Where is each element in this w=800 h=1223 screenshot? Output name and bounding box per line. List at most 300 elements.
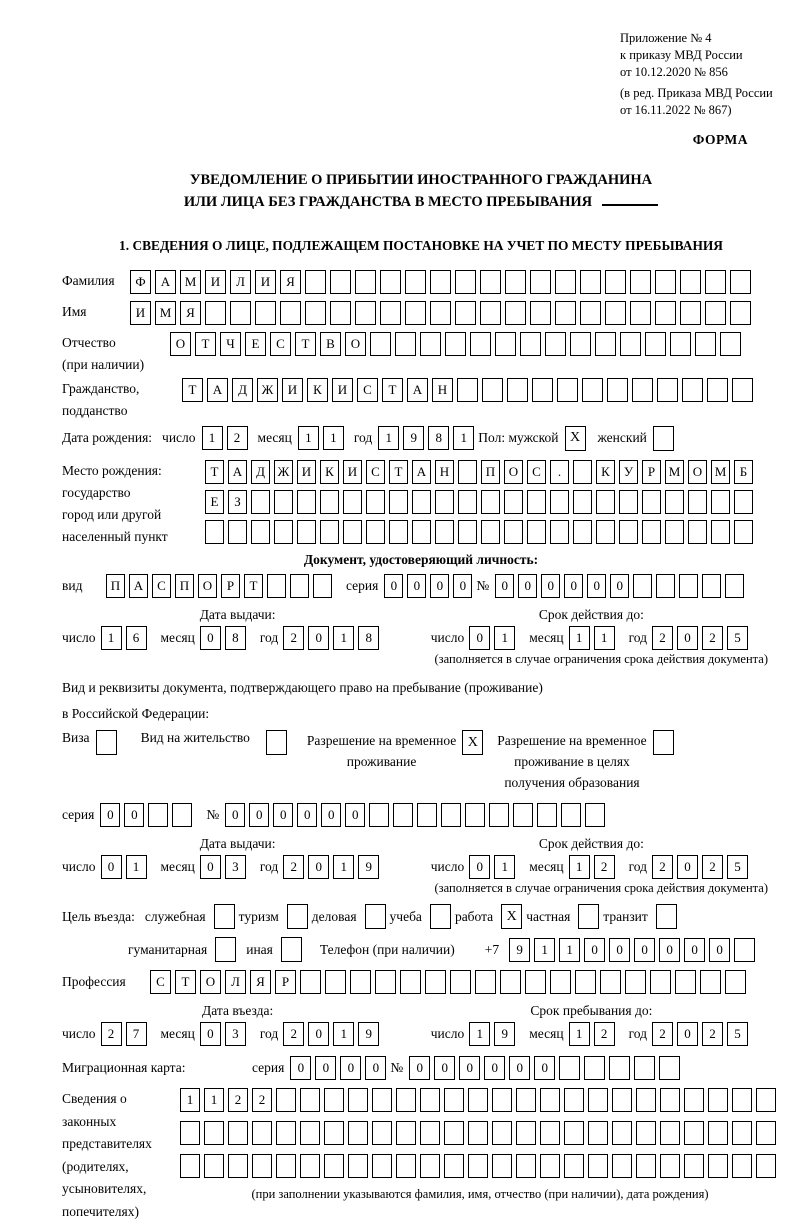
char-box[interactable] <box>642 490 661 514</box>
char-box[interactable] <box>573 520 592 544</box>
char-box[interactable]: Т <box>205 460 224 484</box>
char-box[interactable]: 0 <box>587 574 606 598</box>
char-box[interactable] <box>468 1154 488 1178</box>
char-box[interactable]: Ч <box>220 332 241 356</box>
char-box[interactable]: М <box>180 270 201 294</box>
char-box[interactable] <box>632 378 653 402</box>
char-box[interactable]: Л <box>230 270 251 294</box>
char-box[interactable] <box>457 378 478 402</box>
char-box[interactable]: Н <box>432 378 453 402</box>
char-box[interactable] <box>420 1088 440 1112</box>
char-box[interactable] <box>450 970 471 994</box>
char-box[interactable]: С <box>366 460 385 484</box>
char-box[interactable] <box>205 520 224 544</box>
char-box[interactable] <box>444 1154 464 1178</box>
char-box[interactable] <box>492 1154 512 1178</box>
char-box[interactable]: 2 <box>652 855 673 879</box>
char-box[interactable]: 1 <box>494 626 515 650</box>
char-box[interactable]: 0 <box>495 574 514 598</box>
char-box[interactable]: Д <box>232 378 253 402</box>
char-box[interactable] <box>680 270 701 294</box>
char-box[interactable] <box>470 332 491 356</box>
char-box[interactable] <box>575 970 596 994</box>
char-box[interactable]: 0 <box>308 1022 329 1046</box>
char-box[interactable] <box>396 1121 416 1145</box>
char-box[interactable]: 1 <box>534 938 555 962</box>
char-box[interactable] <box>468 1121 488 1145</box>
purpose-private-checkbox[interactable] <box>578 904 599 929</box>
char-box[interactable]: Я <box>280 270 301 294</box>
char-box[interactable]: И <box>343 460 362 484</box>
char-box[interactable]: 8 <box>428 426 449 450</box>
char-box[interactable]: 5 <box>727 855 748 879</box>
sex-female-checkbox[interactable] <box>653 426 674 451</box>
char-box[interactable] <box>684 1088 704 1112</box>
char-box[interactable]: И <box>130 301 151 325</box>
char-box[interactable]: Т <box>195 332 216 356</box>
char-box[interactable] <box>348 1088 368 1112</box>
char-box[interactable] <box>612 1088 632 1112</box>
char-box[interactable] <box>705 301 726 325</box>
char-box[interactable]: 1 <box>469 1022 490 1046</box>
char-box[interactable] <box>228 520 247 544</box>
char-box[interactable] <box>280 301 301 325</box>
char-box[interactable] <box>405 270 426 294</box>
char-box[interactable]: К <box>307 378 328 402</box>
education-residence-checkbox[interactable] <box>653 730 674 755</box>
char-box[interactable] <box>665 520 684 544</box>
char-box[interactable] <box>642 520 661 544</box>
char-box[interactable]: 0 <box>315 1056 336 1080</box>
char-box[interactable] <box>527 520 546 544</box>
char-box[interactable] <box>605 270 626 294</box>
char-box[interactable] <box>465 803 485 827</box>
purpose-transit-checkbox[interactable] <box>656 904 677 929</box>
char-box[interactable] <box>734 490 753 514</box>
char-box[interactable] <box>708 1154 728 1178</box>
char-box[interactable]: 2 <box>652 626 673 650</box>
char-box[interactable]: 0 <box>273 803 293 827</box>
char-box[interactable]: М <box>155 301 176 325</box>
char-box[interactable] <box>405 301 426 325</box>
char-box[interactable]: И <box>297 460 316 484</box>
char-box[interactable] <box>205 301 226 325</box>
char-box[interactable] <box>276 1088 296 1112</box>
char-box[interactable] <box>445 332 466 356</box>
char-box[interactable]: Р <box>221 574 240 598</box>
char-box[interactable]: 1 <box>559 938 580 962</box>
char-box[interactable] <box>595 332 616 356</box>
char-box[interactable]: 1 <box>453 426 474 450</box>
char-box[interactable] <box>372 1121 392 1145</box>
char-box[interactable]: Е <box>205 490 224 514</box>
char-box[interactable]: 2 <box>101 1022 122 1046</box>
char-box[interactable]: 0 <box>101 855 122 879</box>
char-box[interactable]: 0 <box>407 574 426 598</box>
char-box[interactable] <box>355 270 376 294</box>
char-box[interactable]: 9 <box>358 855 379 879</box>
char-box[interactable]: 0 <box>297 803 317 827</box>
char-box[interactable] <box>369 803 389 827</box>
char-box[interactable] <box>657 378 678 402</box>
char-box[interactable] <box>633 574 652 598</box>
sex-male-checkbox[interactable]: X <box>565 426 586 451</box>
char-box[interactable]: 0 <box>541 574 560 598</box>
char-box[interactable] <box>645 332 666 356</box>
char-box[interactable] <box>545 332 566 356</box>
char-box[interactable] <box>481 520 500 544</box>
char-box[interactable] <box>425 970 446 994</box>
char-box[interactable]: 0 <box>564 574 583 598</box>
char-box[interactable] <box>495 332 516 356</box>
char-box[interactable]: 0 <box>124 803 144 827</box>
char-box[interactable] <box>550 970 571 994</box>
char-box[interactable]: С <box>357 378 378 402</box>
purpose-other-checkbox[interactable] <box>281 937 302 962</box>
char-box[interactable] <box>412 490 431 514</box>
char-box[interactable]: Я <box>250 970 271 994</box>
char-box[interactable] <box>513 803 533 827</box>
char-box[interactable] <box>702 574 721 598</box>
char-box[interactable]: 0 <box>249 803 269 827</box>
purpose-humanitarian-checkbox[interactable] <box>215 937 236 962</box>
char-box[interactable] <box>389 520 408 544</box>
char-box[interactable] <box>660 1088 680 1112</box>
char-box[interactable] <box>732 378 753 402</box>
char-box[interactable] <box>555 301 576 325</box>
char-box[interactable] <box>711 490 730 514</box>
char-box[interactable] <box>380 301 401 325</box>
char-box[interactable]: И <box>205 270 226 294</box>
char-box[interactable] <box>366 520 385 544</box>
char-box[interactable] <box>305 301 326 325</box>
char-box[interactable] <box>620 332 641 356</box>
char-box[interactable]: 7 <box>126 1022 147 1046</box>
char-box[interactable]: 0 <box>321 803 341 827</box>
char-box[interactable] <box>276 1121 296 1145</box>
char-box[interactable]: О <box>688 460 707 484</box>
char-box[interactable] <box>708 1121 728 1145</box>
purpose-business-checkbox[interactable] <box>365 904 386 929</box>
char-box[interactable]: Р <box>642 460 661 484</box>
char-box[interactable] <box>596 520 615 544</box>
char-box[interactable]: Т <box>182 378 203 402</box>
char-box[interactable] <box>708 1088 728 1112</box>
char-box[interactable] <box>297 520 316 544</box>
char-box[interactable] <box>330 301 351 325</box>
char-box[interactable]: 0 <box>200 1022 221 1046</box>
char-box[interactable]: Р <box>275 970 296 994</box>
char-box[interactable]: З <box>228 490 247 514</box>
char-box[interactable]: Т <box>295 332 316 356</box>
char-box[interactable] <box>252 1154 272 1178</box>
char-box[interactable]: И <box>282 378 303 402</box>
char-box[interactable]: 0 <box>469 626 490 650</box>
char-box[interactable] <box>480 301 501 325</box>
char-box[interactable]: К <box>596 460 615 484</box>
char-box[interactable]: О <box>504 460 523 484</box>
char-box[interactable] <box>366 490 385 514</box>
char-box[interactable] <box>655 301 676 325</box>
char-box[interactable] <box>734 520 753 544</box>
char-box[interactable] <box>636 1154 656 1178</box>
purpose-study-checkbox[interactable] <box>430 904 451 929</box>
char-box[interactable] <box>634 1056 655 1080</box>
char-box[interactable]: 0 <box>584 938 605 962</box>
char-box[interactable]: 1 <box>569 1022 590 1046</box>
char-box[interactable]: 0 <box>634 938 655 962</box>
char-box[interactable] <box>564 1121 584 1145</box>
char-box[interactable] <box>609 1056 630 1080</box>
char-box[interactable]: Ф <box>130 270 151 294</box>
char-box[interactable] <box>290 574 309 598</box>
char-box[interactable] <box>660 1121 680 1145</box>
char-box[interactable] <box>588 1154 608 1178</box>
char-box[interactable]: О <box>345 332 366 356</box>
char-box[interactable]: Т <box>175 970 196 994</box>
char-box[interactable] <box>180 1154 200 1178</box>
char-box[interactable]: 0 <box>430 574 449 598</box>
char-box[interactable]: 0 <box>469 855 490 879</box>
char-box[interactable] <box>537 803 557 827</box>
char-box[interactable] <box>756 1154 776 1178</box>
char-box[interactable] <box>580 270 601 294</box>
char-box[interactable] <box>204 1121 224 1145</box>
char-box[interactable]: 0 <box>384 574 403 598</box>
char-box[interactable]: П <box>175 574 194 598</box>
char-box[interactable]: 3 <box>225 855 246 879</box>
char-box[interactable] <box>458 460 477 484</box>
char-box[interactable] <box>516 1154 536 1178</box>
char-box[interactable] <box>756 1088 776 1112</box>
char-box[interactable] <box>313 574 332 598</box>
char-box[interactable] <box>420 1154 440 1178</box>
purpose-official-checkbox[interactable] <box>214 904 235 929</box>
char-box[interactable] <box>584 1056 605 1080</box>
char-box[interactable]: 2 <box>283 1022 304 1046</box>
char-box[interactable] <box>570 332 591 356</box>
char-box[interactable] <box>475 970 496 994</box>
char-box[interactable] <box>444 1121 464 1145</box>
char-box[interactable] <box>458 490 477 514</box>
char-box[interactable]: Ж <box>274 460 293 484</box>
char-box[interactable] <box>540 1088 560 1112</box>
char-box[interactable] <box>540 1121 560 1145</box>
char-box[interactable] <box>350 970 371 994</box>
char-box[interactable] <box>300 1121 320 1145</box>
char-box[interactable]: 0 <box>434 1056 455 1080</box>
char-box[interactable] <box>730 301 751 325</box>
char-box[interactable]: А <box>207 378 228 402</box>
char-box[interactable]: 2 <box>594 1022 615 1046</box>
char-box[interactable]: 0 <box>610 574 629 598</box>
char-box[interactable]: 0 <box>709 938 730 962</box>
char-box[interactable] <box>180 1121 200 1145</box>
char-box[interactable] <box>251 490 270 514</box>
char-box[interactable] <box>481 490 500 514</box>
char-box[interactable] <box>396 1088 416 1112</box>
char-box[interactable]: 0 <box>409 1056 430 1080</box>
char-box[interactable]: О <box>200 970 221 994</box>
char-box[interactable] <box>297 490 316 514</box>
char-box[interactable] <box>480 270 501 294</box>
char-box[interactable] <box>505 270 526 294</box>
char-box[interactable]: Л <box>225 970 246 994</box>
char-box[interactable]: 1 <box>333 855 354 879</box>
char-box[interactable] <box>619 520 638 544</box>
char-box[interactable]: 2 <box>252 1088 272 1112</box>
char-box[interactable]: С <box>150 970 171 994</box>
char-box[interactable]: 8 <box>225 626 246 650</box>
char-box[interactable]: 0 <box>290 1056 311 1080</box>
char-box[interactable] <box>441 803 461 827</box>
char-box[interactable] <box>324 1154 344 1178</box>
char-box[interactable]: О <box>170 332 191 356</box>
char-box[interactable]: А <box>407 378 428 402</box>
char-box[interactable] <box>393 803 413 827</box>
char-box[interactable] <box>725 970 746 994</box>
char-box[interactable]: 0 <box>659 938 680 962</box>
char-box[interactable] <box>557 378 578 402</box>
char-box[interactable] <box>412 520 431 544</box>
char-box[interactable]: 1 <box>323 426 344 450</box>
char-box[interactable]: В <box>320 332 341 356</box>
char-box[interactable] <box>530 270 551 294</box>
char-box[interactable] <box>396 1154 416 1178</box>
char-box[interactable] <box>605 301 626 325</box>
char-box[interactable] <box>343 520 362 544</box>
char-box[interactable] <box>684 1121 704 1145</box>
char-box[interactable] <box>274 520 293 544</box>
char-box[interactable] <box>228 1154 248 1178</box>
char-box[interactable] <box>630 270 651 294</box>
char-box[interactable] <box>695 332 716 356</box>
char-box[interactable]: П <box>481 460 500 484</box>
char-box[interactable]: 0 <box>308 626 329 650</box>
char-box[interactable] <box>630 301 651 325</box>
char-box[interactable] <box>204 1154 224 1178</box>
char-box[interactable] <box>330 270 351 294</box>
char-box[interactable] <box>420 332 441 356</box>
char-box[interactable]: 0 <box>677 626 698 650</box>
char-box[interactable] <box>300 1088 320 1112</box>
char-box[interactable] <box>555 270 576 294</box>
char-box[interactable]: М <box>711 460 730 484</box>
char-box[interactable]: 2 <box>594 855 615 879</box>
char-box[interactable] <box>550 520 569 544</box>
char-box[interactable]: 0 <box>200 626 221 650</box>
char-box[interactable]: 0 <box>459 1056 480 1080</box>
char-box[interactable]: 0 <box>453 574 472 598</box>
char-box[interactable]: 1 <box>202 426 223 450</box>
char-box[interactable] <box>561 803 581 827</box>
char-box[interactable]: 1 <box>594 626 615 650</box>
char-box[interactable] <box>650 970 671 994</box>
char-box[interactable]: Т <box>244 574 263 598</box>
char-box[interactable]: К <box>320 460 339 484</box>
purpose-work-checkbox[interactable]: X <box>501 904 522 929</box>
char-box[interactable] <box>665 490 684 514</box>
char-box[interactable] <box>500 970 521 994</box>
char-box[interactable]: 1 <box>569 626 590 650</box>
char-box[interactable] <box>251 520 270 544</box>
char-box[interactable]: П <box>106 574 125 598</box>
char-box[interactable]: 6 <box>126 626 147 650</box>
residence-permit-checkbox[interactable] <box>266 730 287 755</box>
char-box[interactable] <box>255 301 276 325</box>
char-box[interactable]: М <box>665 460 684 484</box>
char-box[interactable]: 3 <box>225 1022 246 1046</box>
char-box[interactable] <box>756 1121 776 1145</box>
char-box[interactable] <box>532 378 553 402</box>
char-box[interactable] <box>420 1121 440 1145</box>
char-box[interactable] <box>348 1154 368 1178</box>
char-box[interactable] <box>580 301 601 325</box>
char-box[interactable] <box>320 490 339 514</box>
char-box[interactable] <box>688 520 707 544</box>
char-box[interactable]: А <box>155 270 176 294</box>
char-box[interactable]: О <box>198 574 217 598</box>
char-box[interactable]: 1 <box>333 626 354 650</box>
char-box[interactable] <box>675 970 696 994</box>
char-box[interactable] <box>588 1121 608 1145</box>
char-box[interactable] <box>680 301 701 325</box>
char-box[interactable] <box>348 1121 368 1145</box>
char-box[interactable] <box>550 490 569 514</box>
char-box[interactable] <box>267 574 286 598</box>
char-box[interactable]: Б <box>734 460 753 484</box>
char-box[interactable] <box>372 1088 392 1112</box>
char-box[interactable] <box>504 490 523 514</box>
char-box[interactable]: 1 <box>101 626 122 650</box>
temporary-residence-checkbox[interactable]: X <box>462 730 483 755</box>
char-box[interactable] <box>324 1121 344 1145</box>
char-box[interactable] <box>711 520 730 544</box>
char-box[interactable]: С <box>527 460 546 484</box>
char-box[interactable] <box>564 1088 584 1112</box>
char-box[interactable] <box>492 1088 512 1112</box>
char-box[interactable]: 9 <box>403 426 424 450</box>
char-box[interactable]: 0 <box>225 803 245 827</box>
char-box[interactable]: 5 <box>727 626 748 650</box>
char-box[interactable] <box>527 490 546 514</box>
char-box[interactable] <box>276 1154 296 1178</box>
char-box[interactable] <box>612 1121 632 1145</box>
char-box[interactable] <box>375 970 396 994</box>
char-box[interactable] <box>607 378 628 402</box>
char-box[interactable]: Е <box>245 332 266 356</box>
char-box[interactable]: Я <box>180 301 201 325</box>
char-box[interactable] <box>228 1121 248 1145</box>
char-box[interactable] <box>305 270 326 294</box>
char-box[interactable] <box>492 1121 512 1145</box>
char-box[interactable]: 2 <box>702 855 723 879</box>
char-box[interactable] <box>417 803 437 827</box>
char-box[interactable]: 0 <box>677 1022 698 1046</box>
char-box[interactable]: 1 <box>126 855 147 879</box>
char-box[interactable]: 0 <box>345 803 365 827</box>
char-box[interactable]: Н <box>435 460 454 484</box>
char-box[interactable] <box>400 970 421 994</box>
char-box[interactable] <box>430 301 451 325</box>
char-box[interactable]: 9 <box>494 1022 515 1046</box>
char-box[interactable] <box>455 270 476 294</box>
char-box[interactable] <box>700 970 721 994</box>
char-box[interactable]: 0 <box>308 855 329 879</box>
char-box[interactable] <box>679 574 698 598</box>
char-box[interactable] <box>588 1088 608 1112</box>
char-box[interactable] <box>230 301 251 325</box>
